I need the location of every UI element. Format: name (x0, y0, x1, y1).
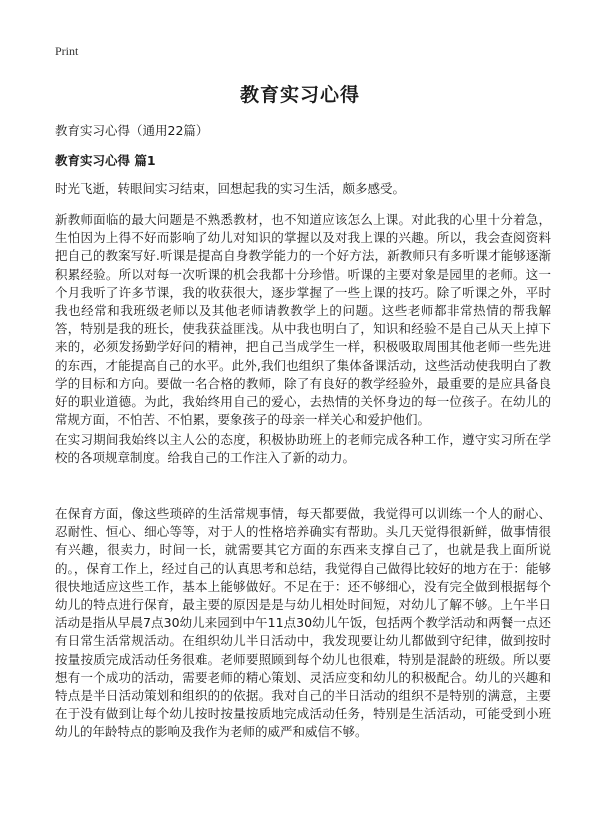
paragraph: 新教师面临的最大问题是不熟悉教材，也不知道应该怎么上课。对此我的心里十分着急，生怕因为上得不好而影响了幼儿对知识的掌握以及对我上课的兴趣。所以，我会查阅资料把自己的教案写好.听课是提高自身教学能力的一个好方法，新教师只有多听课才能够逐渐积累经验。所以对每一次听课的机会我都十分珍惜。听课的主要对象是园里的老师。这一个月我听了许多节课，我的收获很大，逐步掌握了一些上课的技巧。除了听课之外，平时我也经常和我班级老师以及其他老师请教教学上的问题。这些老师都非常热情的帮我解答，特别是我的班长，使我获益匪浅。从中我也明白了，知识和经验不是自己从天上掉下来的，必须发扬勤学好问的精神，把自己当成学生一样，积极吸取周围其他老师一些先进的东西，才能提高自己的水平。此外,我们也组织了集体备课活动，这些活动使我明白了教学的目标和方向。要做一名合格的教师，除了有良好的教学经验外，最重要的是应具备良好的职业道德。为此，我始终用自己的爱心，去热情的关怀身边的每一位孩子。在幼儿的常规方面，不怕苦、不怕累，要象孩子的母亲一样关心和爱护他们。 (55, 212, 551, 428)
document-subtitle: 教育实习心得（通用22篇） (55, 123, 209, 138)
section-heading: 教育实习心得 篇1 (55, 153, 156, 168)
print-label[interactable]: Print (55, 44, 79, 58)
paragraph: 在实习期间我始终以主人公的态度，积极协助班上的老师完成各种工作，遵守实习所在学校的各项规章制度。给我自己的工作注入了新的动力。 (55, 432, 551, 466)
paragraph: 在保育方面，像这些琐碎的生活常规事情，每天都要做，我觉得可以训练一个人的耐心、忍耐性、恒心、细心等等，对于人的性格培养确实有帮助。头几天觉得很新鲜，做事情很有兴趣，很卖力，时间一长，就需要其它方面的东西来支撑自己了，也就是我上面所说的。，保育工作上，经过自己的认真思考和总结，我觉得自己做得比较好的地方在于：能够很快地适应这些工作，基本上能够做好。不足在于：还不够细心，没有完全做到根据每个幼儿的特点进行保育，最主要的原因是是与幼儿相处时间短，对幼儿了解不够。上午半日活动是指从早晨7点30幼儿来园到中午11点30幼儿午饭，包括两个教学活动和两餐一点还有日常生活常规活动。在组织幼儿半日活动中，我发现要让幼儿都做到守纪律，做到按时按量按质完成活动任务很难。老师要照顾到每个幼儿也很难，特别是混龄的班级。所以要想有一个成功的活动，需要老师的精心策划、灵活应变和幼儿的积极配合。幼儿的兴趣和特点是半日活动策划和组织的的依据。我对自己的半日活动的组织不是特别的满意，主要在于没有做到让每个幼儿按时按量按质地完成活动任务，特别是生活活动，可能受到小班幼儿的年龄特点的影响及我作为老师的威严和威信不够。 (55, 506, 551, 740)
paragraph: 时光飞逝，转眼间实习结束，回想起我的实习生活，颇多感受。 (55, 181, 406, 196)
document-title: 教育实习心得 (239, 84, 360, 106)
